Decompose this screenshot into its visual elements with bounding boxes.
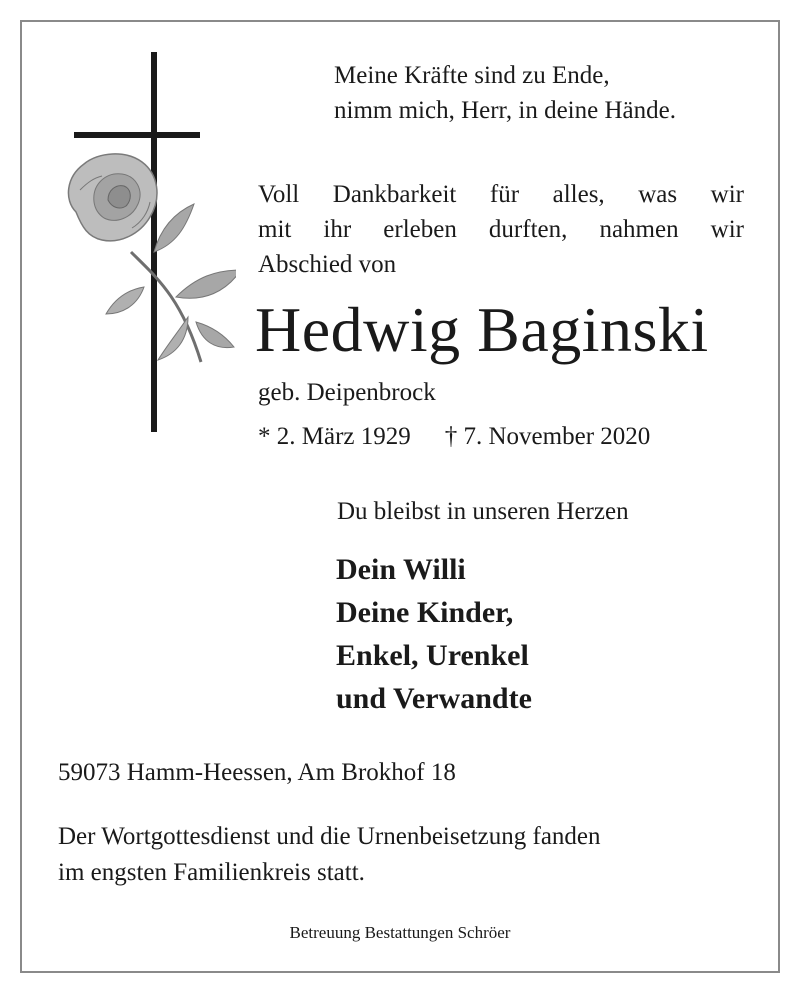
intro-line-2: mit ihr erleben durften, nahmen wir — [258, 216, 744, 243]
poem-line-2: nimm mich, Herr, in deine Hände. — [334, 97, 676, 124]
birth-name: geb. Deipenbrock — [258, 379, 436, 406]
birth-date: * 2. März 1929 — [258, 423, 411, 450]
intro-line-1: Voll Dankbarkeit für alles, was wir — [258, 181, 744, 208]
obituary-frame — [20, 20, 780, 973]
poem-line-1: Meine Kräfte sind zu Ende, — [334, 62, 610, 89]
death-date: † 7. November 2020 — [444, 423, 651, 450]
deceased-name: Hedwig Baginski — [255, 294, 709, 365]
service-note-line-2: im engsten Familienkreis statt. — [58, 859, 365, 886]
signers-block — [336, 548, 532, 720]
cross-icon — [74, 52, 200, 432]
intro-text — [258, 177, 744, 282]
service-note-line-1: Der Wortgottesdienst und die Urnenbeisetzung fanden — [58, 823, 601, 850]
intro-line-3: Abschied von — [258, 251, 397, 278]
cross-and-rose-emblem — [36, 52, 236, 432]
undertaker-credit: Betreuung Bestattungen Schröer — [289, 923, 511, 942]
service-note — [58, 819, 601, 891]
farewell-line: Du bleibst in unseren Herzen — [337, 498, 629, 525]
life-dates — [258, 420, 650, 454]
signer-1: Dein Willi — [336, 553, 466, 586]
signer-2: Deine Kinder, — [336, 596, 514, 629]
signer-3: Enkel, Urenkel — [336, 639, 529, 672]
signer-4: und Verwandte — [336, 682, 532, 715]
family-address: 59073 Hamm-Heessen, Am Brokhof 18 — [58, 759, 456, 786]
